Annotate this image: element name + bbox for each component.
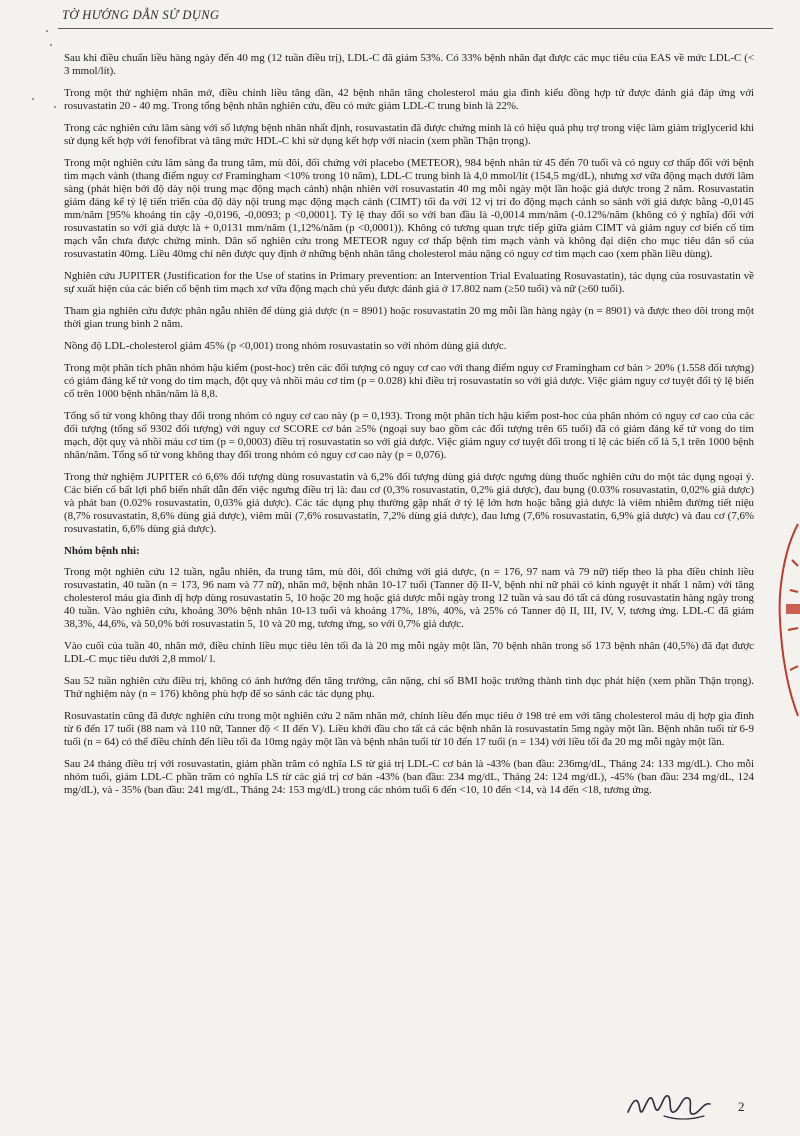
paragraph: Trong một nghiên cứu 12 tuần, ngẫu nhiên, đa trung tâm, mù đôi, đối chứng với giả dược, (n = 176, 97 nam và 79 nữ) tiếp theo là pha điều chỉnh liều rosuvastatin, 40 tuần (n = 173, 96 nam và 77 nữ), nhãn mở, bệnh nhân 10-17 tuổi (Tanner độ II-V, bệnh nhi nữ phải có kinh nguyệt ít nhất 1 năm) với tăng cholesterol máu gia đình dị hợp dùng rosuvastatin 5, 10 hoặc 20 mg hoặc giả dược mỗi ngày trong 12 tuần và sau đó tất cả dùng rosuvastatin hàng ngày trong 40 tuần. Vào nghiên cứu, khoảng 30% bệnh nhân 10-13 tuổi và khoảng 17%, 18%, 40%, và 25% có Tanner độ II, III, IV, V, tương ứng. LDL-C đã giảm 38,3%, 44,6%, và 50,0% bởi rosuvastatin 5, 10 và 20 mg, tương ứng, so với 0,7% giả dược. — [64, 566, 754, 630]
paragraph: Trong các nghiên cứu lâm sàng với số lượng bệnh nhân nhất định, rosuvastatin đã được chứng minh là có hiệu quả phụ trợ trong việc làm giảm triglycerid khi sử dụng kết hợp với fenofibrat và tăng mức HDL-C khi sử dụng kết hợp với niacin (xem phần Thận trọng). — [64, 122, 754, 147]
paragraph: Trong một phân tích phân nhóm hậu kiểm (post-hoc) trên các đối tượng có nguy cơ cao với thang điểm nguy cơ Framingham cơ bản > 20% (1.558 đối tượng) có giảm đáng kể tử vong do tim mạch, đột quỵ và nhồi máu cơ tim (p = 0.028) khi điều trị rosuvastatin so với giả dược. Việc giảm nguy cơ tuyệt đối tỷ lệ biến cố trên 1000 bệnh nhân/năm là 8,8. — [64, 362, 754, 400]
paragraph: Trong một nghiên cứu lâm sàng đa trung tâm, mù đôi, đối chứng với placebo (METEOR), 984 bệnh nhân từ 45 đến 70 tuổi và có nguy cơ thấp đối với bệnh tim mạch vành (thang điểm nguy cơ Framingham <10% trong 10 năm), LDL-C trung bình là 4,0 mmol/lít (154,5 mg/dL), nhưng xơ vữa động mạch dưới lâm sàng (phát hiện bởi độ dày nội trung mạc động mạch cảnh) nhận nhiên với rosuvastatin 40 mg mỗi ngày một lần hoặc giả dược trong 2 năm. Rosuvastatin giảm đáng kể tỷ lệ tiến triển của độ dày nội trung mạc động mạch cảnh (CIMT) tối đa với 12 vị trí đo động mạch cảnh so sánh với giả dược bằng -0,0145 mm/năm [95% khoảng tin cậy -0,0196, -0,0093; p <0,0001]. Tỷ lệ thay đổi so với ban đầu là -0,0014 mm/năm (-0.12%/năm (không có ý nghĩa) đối với rosuvastatin so với giả dược là + 0,0131 mm/năm (1,12%/năm (p <0,0001)). Không có tương quan trực tiếp giữa giảm CIMT và giảm nguy cơ biến cố tim mạch vẫn chưa được chứng minh. Dân số nghiên cứu trong METEOR nguy cơ thấp bệnh tim mạch vành và không đại diện cho mục tiêu dân số của rosuvastatin 40mg. Liều 40mg chỉ nên được quy định ở những bệnh nhân tăng cholesterol máu nặng có nguy cơ tim mạch cao (xem phần liều dùng). — [64, 157, 754, 260]
paragraph: Tổng số tử vong không thay đổi trong nhóm có nguy cơ cao này (p = 0,193). Trong một phân tích hậu kiểm post-hoc của phân nhóm có nguy cơ cao của các đối tượng (tổng số 9302 đối tượng) với nguy cơ SCORE cơ bản ≥5% (ngoại suy bao gồm các đối tượng trên 65 tuổi) đã có giảm đáng kể tử vong do tim mạch, đột quỵ và nhồi máu cơ tim (p = 0,0003) điều trị rosuvastatin so với giả dược. Việc giảm nguy cơ tuyệt đối trong tỉ lệ các biến cố là 5,1 trên 1000 bệnh nhân/năm. Tổng số tử vong không thay đổi trong nhóm có nguy cơ cao này (p = 0,076). — [64, 410, 754, 461]
scan-speck — [50, 44, 52, 46]
handwritten-signature — [624, 1086, 716, 1124]
header-divider — [58, 28, 773, 29]
paragraph: Tham gia nghiên cứu được phân ngẫu nhiên để dùng giả dược (n = 8901) hoặc rosuvastatin 20 mg mỗi lần hàng ngày (n = 8901) và được theo dõi trong một thời gian trung bình 2 năm. — [64, 305, 754, 330]
scan-speck — [32, 98, 34, 100]
paragraph: Sau 52 tuần nghiên cứu điều trị, không có ảnh hưởng đến tăng trưởng, cân nặng, chỉ số BMI hoặc trưởng thành tình dục phát hiện (xem phần Thận trọng). Thử nghiệm này (n = 176) không phù hợp để so sánh các tác dụng phụ. — [64, 675, 754, 700]
paragraph: Sau 24 tháng điều trị với rosuvastatin, giảm phần trăm có nghĩa LS từ giá trị LDL-C cơ bản là -43% (ban đầu: 236mg/dL, Tháng 24: 133 mg/dL). Cho mỗi nhóm tuổi, giảm LDL-C phần trăm có nghĩa LS từ các giá trị cơ bản -43% (ban đầu: 234 mg/dL, Tháng 24: 124 mg/dL), -45% (ban đầu: 234 mg/dL, 124 mg/dL), và - 35% (ban đầu: 241 mg/dL, Tháng 24: 153 mg/dL) trong các nhóm tuổi 6 đến <10, 10 đến <14, và 14 đến <18, tương ứng. — [64, 758, 754, 796]
paragraph: Rosuvastatin cũng đã được nghiên cứu trong một nghiên cứu 2 năm nhãn mở, chỉnh liều đến mục tiêu ở 198 trẻ em với tăng cholesterol máu dị hợp gia đình từ 6 đến 17 tuổi (88 nam và 110 nữ, Tanner độ < II đến V). Liều khởi đầu cho tất cả các bệnh nhân là rosuvastatin 5mg ngày một lần. Bệnh nhân tuổi từ 6-9 tuổi (n = 64) có thể điều chỉnh đến liều tối đa 10mg ngày một lần và bệnh nhân tuổi từ 10 đến 17 tuổi (n = 134) với liều tối đa 20 mg mỗi ngày một lần. — [64, 710, 754, 748]
section-heading: Nhóm bệnh nhi: — [64, 545, 140, 557]
page-number: 2 — [738, 1099, 745, 1114]
page-header: TỜ HƯỚNG DẪN SỬ DỤNG — [62, 8, 220, 22]
paragraph: Sau khi điều chuẩn liều hàng ngày đến 40 mg (12 tuần điều trị), LDL-C đã giảm 53%. Có 33% bệnh nhân đạt được các mục tiêu của EAS về mức LDL-C (< 3 mmol/lít). — [64, 52, 754, 77]
paragraph: Trong thử nghiệm JUPITER có 6,6% đối tượng dùng rosuvastatin và 6,2% đối tượng dùng giả dược ngưng dùng thuốc nghiên cứu do một tác dụng ngoại ý. Các biến cố bất lợi phổ biến nhất dẫn đến việc ngưng điều trị là: đau cơ (0,3% rosuvastatin, 0,2% giả dược), đau bụng (0.03% rosuvastatin, 0,02% giả dược) và phát ban (0.02% rosuvastatin, 0,03% giả dược). Các tác dụng phụ thường gặp nhất ở tỷ lệ lớn hơn hoặc bằng giả dược là viêm nhiễm đường tiết niệu (8,7% rosuvastatin, 8,6% dùng giả dược), viêm mũi (7,6% rosuvastatin, 7,2% dùng giả dược), đau lưng (7,6% rosuvastatin, 6,9% giả dược) và đau cơ (7,6% rosuvastatin, 6,6% dùng giả dược). — [64, 471, 754, 535]
paragraph: Trong một thử nghiệm nhãn mở, điều chỉnh liều tăng dần, 42 bệnh nhân tăng cholesterol máu gia đình kiểu đồng hợp tử được đánh giá đáp ứng với rosuvastatin 20 - 40 mg. Trong tổng bệnh nhân nghiên cứu, đều có mức giảm LDL-C trung bình là 22%. — [64, 87, 754, 112]
paragraph: Nghiên cứu JUPITER (Justification for the Use of statins in Primary prevention: an Intervention Trial Evaluating Rosuvastatin), tác dụng của rosuvastatin về sự xuất hiện của các biến cố bệnh tim mạch xơ vữa động mạch chủ yếu được đánh giá ở 17.802 nam (≥50 tuổi) và nữ (≥60 tuổi). — [64, 270, 754, 295]
document-body — [64, 52, 754, 806]
paragraph: Nồng độ LDL-cholesterol giảm 45% (p <0,001) trong nhóm rosuvastatin so với nhóm dùng giả dược. — [64, 340, 507, 352]
scan-speck — [46, 30, 48, 32]
red-seal-stamp — [770, 520, 800, 720]
scan-speck — [54, 106, 56, 108]
paragraph: Vào cuối của tuần 40, nhãn mở, điều chỉnh liều mục tiêu lên tối đa là 20 mg mỗi ngày một lần, 70 bệnh nhân trong số 173 bệnh nhân (40,5%) đã đạt được LDL-C mục tiêu dưới 2,8 mmol/ l. — [64, 640, 754, 665]
